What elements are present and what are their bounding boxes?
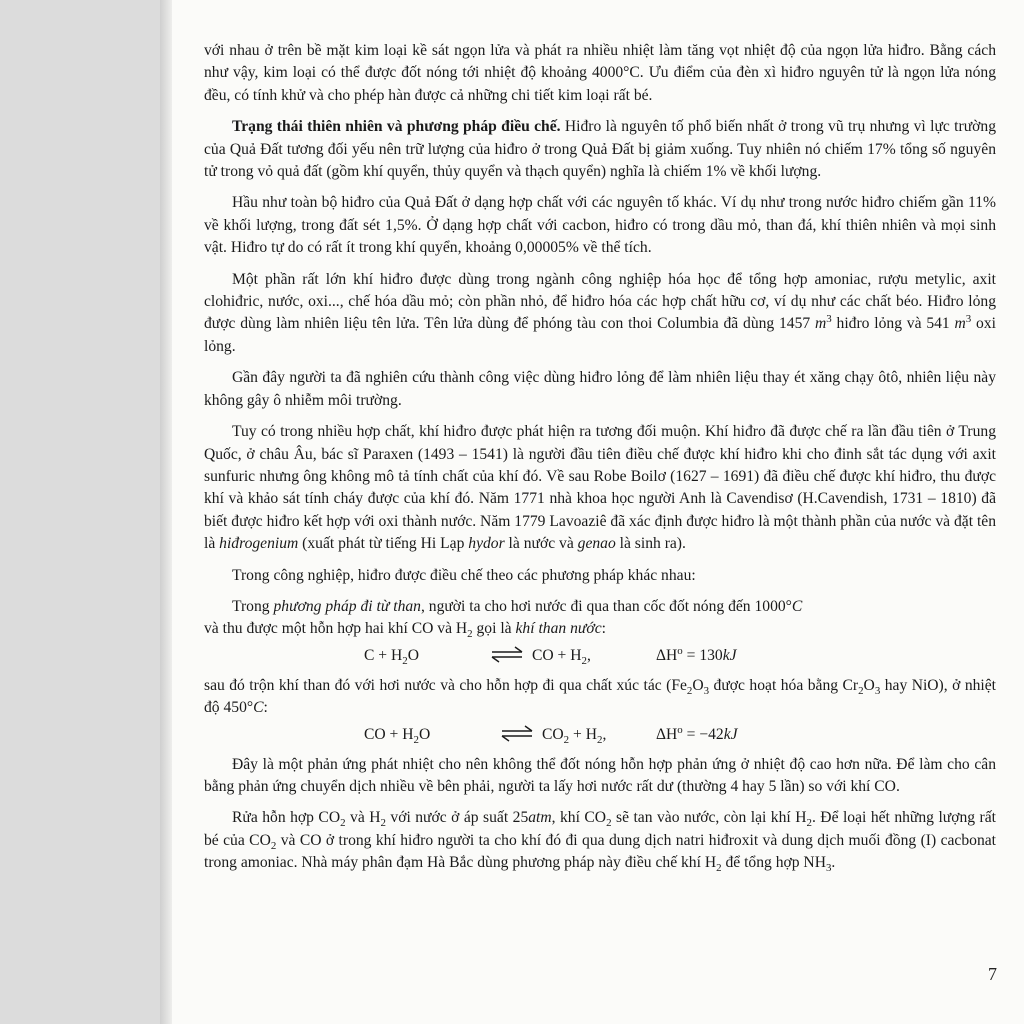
- equation-lhs: CO + $H_2O$: [364, 725, 431, 746]
- paragraph-5: Gần đây người ta đã nghiên cứu thành công việc dùng hiđro lỏng để làm nhiên liệu thay ét xăng chạy ôtô, nhiên liệu này không gây ô nhiễm môi trường.: [204, 369, 996, 409]
- paragraph-6: Tuy có trong nhiều hợp chất, khí hiđro được phát hiện ra tương đối muộn. Khí hiđro đã được chế ra lần đầu tiên ở Trung Quốc, ở châu Âu, bác sĩ Paraxen (1493 – 1541) là người đầu tiên điều chế được khí hiđro khi cho đinh sắt tác dụng với axit sunfuric nhưng ông không mô tả tính chất của khí đó. Về sau Robe Boilơ (1627 – 1691) đã điều chế được khí hiđro, thu được khí và khảo sát tính cháy được của khí đó. Năm 1771 nhà khoa học người Anh là Cavendisơ (H.Cavendish, 1731 – 1810) đã biết được hiđro kết hợp với oxi thành nước. Năm 1779 Lavoaziê đã xác định được hiđro là một thành phần của nước và đặt tên là hiđrogenium (xuất phát từ tiếng Hi Lạp hydor là nước và genao là sinh ra).: [204, 423, 996, 553]
- equilibrium-arrows-icon: [490, 646, 524, 664]
- paragraph-3: Hầu như toàn bộ hiđro của Quả Đất ở dạng hợp chất với các nguyên tố khác. Ví dụ như trong nước hiđro chiếm gần 11% về khối lượng, trong đất sét 1,5%. Ở dạng hợp chất với cacbon, hiđro có trong dầu mỏ, than đá, khí thiên nhiên và mọi sinh vật. Hiđro tự do có rất ít trong khí quyển, khoảng 0,00005% về thể tích.: [204, 194, 996, 257]
- paragraph-2: Trạng thái thiên nhiên và phương pháp điều chế. Hiđro là nguyên tố phổ biến nhất ở trong vũ trụ nhưng vì lực trường của Quả Đất tương đối yếu nên trữ lượng của hiđro ở trong Quả Đất bị giảm xuống. Tuy nhiên nó chiếm 17% tổng số nguyên tử trong vỏ quả đất (gồm khí quyển, thủy quyển và thạch quyển) nghĩa là chiếm 1% về khối lượng.: [204, 118, 996, 181]
- paragraph-8: Trong phương pháp đi từ than, người ta cho hơi nước đi qua than cốc đốt nóng đến 1000°C và thu được một hỗn hợp hai khí CO và $H_2$ gọi là khí than nước:: [204, 597, 803, 641]
- equation-water-gas: [204, 645, 996, 669]
- book-page: [172, 0, 1024, 1024]
- paragraph-11: Rửa hỗn hợp $CO_2$ và $H_2$ với nước ở áp suất 25atm, khí $CO_2$ sẽ tan vào nước, còn lại khí $H_2$. Để loại hết những lượng rất bé của $CO_2$ và CO ở trong khí hiđro người ta cho khí đó đi qua dung dịch natri hiđroxit và dung dịch muối đồng (I) cacbonat trong amoniac. Nhà máy phân đạm Hà Bắc dùng phương pháp này điều chế khí $H_2$ để tổng hợp $NH_3$.: [204, 809, 996, 875]
- page-number: 7: [988, 964, 997, 984]
- paragraph-1: với nhau ở trên bề mặt kim loại kề sát ngọn lửa và phát ra nhiều nhiệt làm tăng vọt nhiệt độ của ngọn lửa hiđro. Bằng cách như vậy, kim loại có thể được đốt nóng tới nhiệt độ khoảng 4000°C. Ưu điểm của đèn xì hiđro nguyên tử là ngọn lửa nóng đều, có tính khử và cho phép hàn được cả những chi tiết kim loại rất bé.: [204, 42, 996, 104]
- section-heading: Trạng thái thiên nhiên và phương pháp điều chế.: [232, 118, 561, 136]
- paragraph-9: sau đó trộn khí than đó với hơi nước và cho hỗn hợp đi qua chất xúc tác ($Fe_2O_3$ được hoạt hóa bằng $Cr_2O_3$ hay NiO), ở nhiệt độ 450°C:: [204, 676, 997, 717]
- equation-lhs: $C + H_2O$: [364, 646, 419, 667]
- equation-rhs: $CO_2 + H_2$,: [542, 725, 607, 746]
- paragraph-10: Đây là một phản ứng phát nhiệt cho nên không thể đốt nóng hỗn hợp phản ứng ở nhiệt độ cao hơn nữa. Để làm cho cân bằng phản ứng chuyển dịch nhiều về bên phải, người ta lấy hơi nước rất dư (thường 4 hay 5 lần) so với khí CO.: [204, 755, 996, 795]
- equation-water-gas-shift: [204, 724, 996, 748]
- equation-enthalpy: $\Delta H^o = 130kJ$: [656, 644, 737, 664]
- equation-rhs: CO + $H_2$,: [532, 646, 591, 667]
- equation-enthalpy: $\Delta H^o = -42kJ$: [656, 723, 738, 743]
- page-content: [204, 40, 996, 884]
- paragraph-4: Một phần rất lớn khí hiđro được dùng trong ngành công nghiệp hóa học để tổng hợp amoniac, rượu metylic, axit clohiđric, nước, oxi..., chế hóa dầu mỏ; còn phần nhỏ, để hiđro hóa các hợp chất hữu cơ, ví dụ như các chất béo. Hiđro lỏng được dùng làm nhiên liệu tên lửa. Tên lửa dùng để phóng tàu con thoi Columbia đã dùng 1457 $m^3$ hiđro lỏng và 541 $m^3$ oxi lỏng.: [204, 270, 996, 355]
- equilibrium-arrows-icon: [500, 725, 534, 743]
- paragraph-7: Trong công nghiệp, hiđro được điều chế theo các phương pháp khác nhau:: [232, 566, 696, 584]
